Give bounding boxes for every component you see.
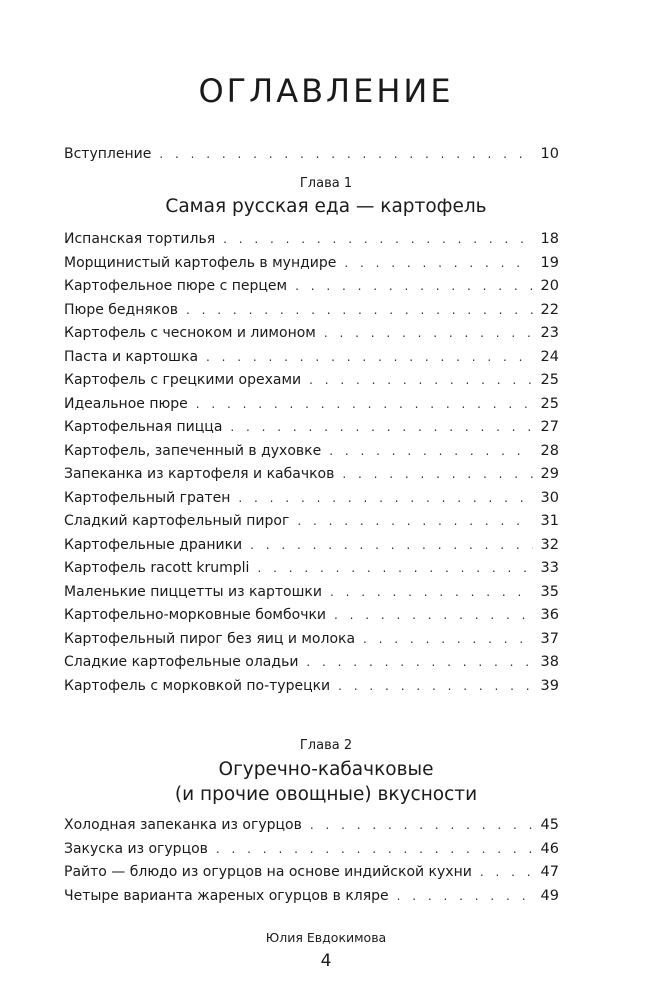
toc-entry-title: Испанская тортилья	[64, 231, 216, 247]
leader-dots	[330, 581, 533, 605]
toc-entry[interactable]	[64, 838, 559, 862]
chapter-1-label: Глава 1	[299, 176, 353, 191]
page-title: ОГЛАВЛЕНИЕ	[198, 72, 454, 110]
toc-entry[interactable]	[64, 604, 559, 628]
toc-entry[interactable]	[64, 299, 559, 323]
toc-entry-page: 25	[540, 372, 559, 388]
toc-entry-title: Паста и картошка	[64, 348, 199, 365]
toc-entry-title: Картофель с чесноком и лимоном	[64, 325, 316, 341]
toc-entry[interactable]	[64, 651, 559, 675]
chapter-2-title-line-2: (и прочие овощные) вкусности	[174, 784, 478, 805]
toc-entry[interactable]	[64, 557, 559, 581]
toc-entry-title: Райто — блюдо из огурцов на основе индийской кухни	[64, 864, 472, 880]
leader-dots	[159, 143, 532, 167]
leader-dots	[238, 487, 532, 511]
toc-entry-title: Запеканка из картофеля и кабачков	[64, 466, 335, 482]
toc-entry[interactable]	[64, 228, 559, 252]
toc-entry[interactable]	[64, 675, 559, 699]
leader-dots	[186, 299, 533, 323]
leader-dots	[295, 275, 532, 299]
toc-entry[interactable]	[64, 346, 559, 370]
leader-dots	[206, 346, 533, 370]
chapter-2-title-line-1: Огуречно-кабачковые	[218, 759, 434, 780]
leader-dots	[309, 369, 532, 393]
toc-entry[interactable]	[64, 534, 559, 558]
toc-entry-page: 49	[540, 887, 559, 904]
toc-entry-page: 47	[540, 864, 559, 880]
toc-intro	[64, 143, 559, 167]
toc-entry-page: 46	[540, 840, 559, 857]
chapter-2-label: Глава 2	[299, 738, 353, 753]
toc-entry[interactable]	[64, 861, 559, 885]
toc-entry-title: Картофельный гратен	[64, 489, 231, 506]
toc-entry[interactable]	[64, 814, 559, 838]
toc-entry[interactable]	[64, 510, 559, 534]
toc-entry[interactable]	[64, 275, 559, 299]
toc-entry[interactable]	[64, 463, 559, 487]
toc-entry[interactable]	[64, 322, 559, 346]
leader-dots	[334, 604, 533, 628]
toc-entry[interactable]	[64, 628, 559, 652]
leader-dots	[344, 252, 532, 276]
toc-entry[interactable]	[64, 487, 559, 511]
chapter-2-title	[0, 757, 652, 807]
leader-dots	[329, 440, 532, 464]
leader-dots	[363, 628, 533, 652]
leader-dots	[324, 322, 533, 346]
toc-entry-title: Холодная запеканка из огурцов	[64, 817, 302, 833]
footer-author: Юлия Евдокимова	[265, 930, 387, 945]
toc-entry-page: 20	[540, 278, 559, 294]
toc-entry-page: 29	[540, 466, 559, 482]
toc-entry-intro[interactable]	[64, 143, 559, 167]
toc-entry-title: Идеальное пюре	[64, 395, 188, 412]
toc-entry-title: Картофель с грецкими орехами	[64, 372, 302, 388]
leader-dots	[297, 510, 532, 534]
leader-dots	[230, 416, 532, 440]
toc-entry-title: Сладкий картофельный пирог	[64, 513, 290, 529]
toc-entry-page: 32	[540, 536, 559, 553]
toc-entry-page: 25	[540, 395, 559, 412]
toc-entry[interactable]	[64, 252, 559, 276]
toc-entry-title: Картофель, запеченный в духовке	[64, 442, 322, 459]
toc-entry-title: Пюре бедняков	[64, 301, 179, 318]
toc-entry[interactable]	[64, 885, 559, 909]
page-number: 4	[320, 951, 332, 971]
toc-entry-page: 45	[540, 817, 559, 833]
toc-entry-page: 30	[540, 489, 559, 506]
chapter-1-entries	[64, 228, 559, 698]
leader-dots	[216, 838, 533, 862]
leader-dots	[223, 228, 532, 252]
toc-entry[interactable]	[64, 369, 559, 393]
toc-entry-page: 24	[540, 348, 559, 365]
toc-entry-page: 18	[540, 231, 559, 247]
toc-entry-page: 22	[540, 301, 559, 318]
toc-entry[interactable]	[64, 393, 559, 417]
toc-entry-page: 31	[540, 513, 559, 529]
leader-dots	[310, 814, 533, 838]
toc-entry-page: 35	[540, 583, 559, 600]
toc-entry[interactable]	[64, 440, 559, 464]
toc-entry[interactable]	[64, 581, 559, 605]
toc-entry-title: Картофельный пирог без яиц и молока	[64, 630, 356, 647]
toc-entry-title: Закуска из огурцов	[64, 840, 208, 857]
toc-entry-page: 38	[540, 654, 559, 670]
toc-entry-title: Картофель с морковкой по-турецки	[64, 677, 331, 694]
chapter-1-title-line: Самая русская еда — картофель	[165, 196, 487, 217]
leader-dots	[480, 861, 533, 885]
toc-entry-title: Маленькие пиццетты из картошки	[64, 583, 322, 600]
toc-entry-page: 33	[540, 560, 559, 576]
toc-entry-title: Четыре варианта жареных огурцов в кляре	[64, 887, 389, 904]
toc-entry-title: Морщинистый картофель в мундире	[64, 254, 337, 271]
chapter-1-title	[0, 194, 652, 219]
leader-dots	[306, 651, 532, 675]
toc-entry-page: 28	[540, 442, 559, 459]
toc-entry-title: Сладкие картофельные оладьи	[64, 654, 299, 670]
toc-entry-title: Картофельное пюре с перцем	[64, 278, 288, 294]
toc-entry-page: 37	[540, 630, 559, 647]
toc-entry-title: Картофель racott krumpli	[64, 560, 250, 576]
leader-dots	[338, 675, 532, 699]
toc-entry-page: 19	[540, 254, 559, 271]
toc-entry-page: 27	[540, 419, 559, 435]
toc-entry-title: Вступление	[64, 146, 152, 162]
leader-dots	[342, 463, 532, 487]
toc-entry-page: 36	[540, 607, 559, 623]
toc-entry-page: 10	[540, 146, 559, 162]
leader-dots	[257, 557, 532, 581]
toc-entry-page: 39	[540, 677, 559, 694]
chapter-2-entries	[64, 814, 559, 908]
leader-dots	[250, 534, 532, 558]
toc-entry-title: Картофельная пицца	[64, 419, 223, 435]
leader-dots	[196, 393, 533, 417]
toc-entry-title: Картофельные драники	[64, 536, 243, 553]
toc-entry[interactable]	[64, 416, 559, 440]
toc-entry-title: Картофельно-морковные бомбочки	[64, 607, 327, 623]
toc-entry-page: 23	[540, 325, 559, 341]
leader-dots	[397, 885, 533, 909]
